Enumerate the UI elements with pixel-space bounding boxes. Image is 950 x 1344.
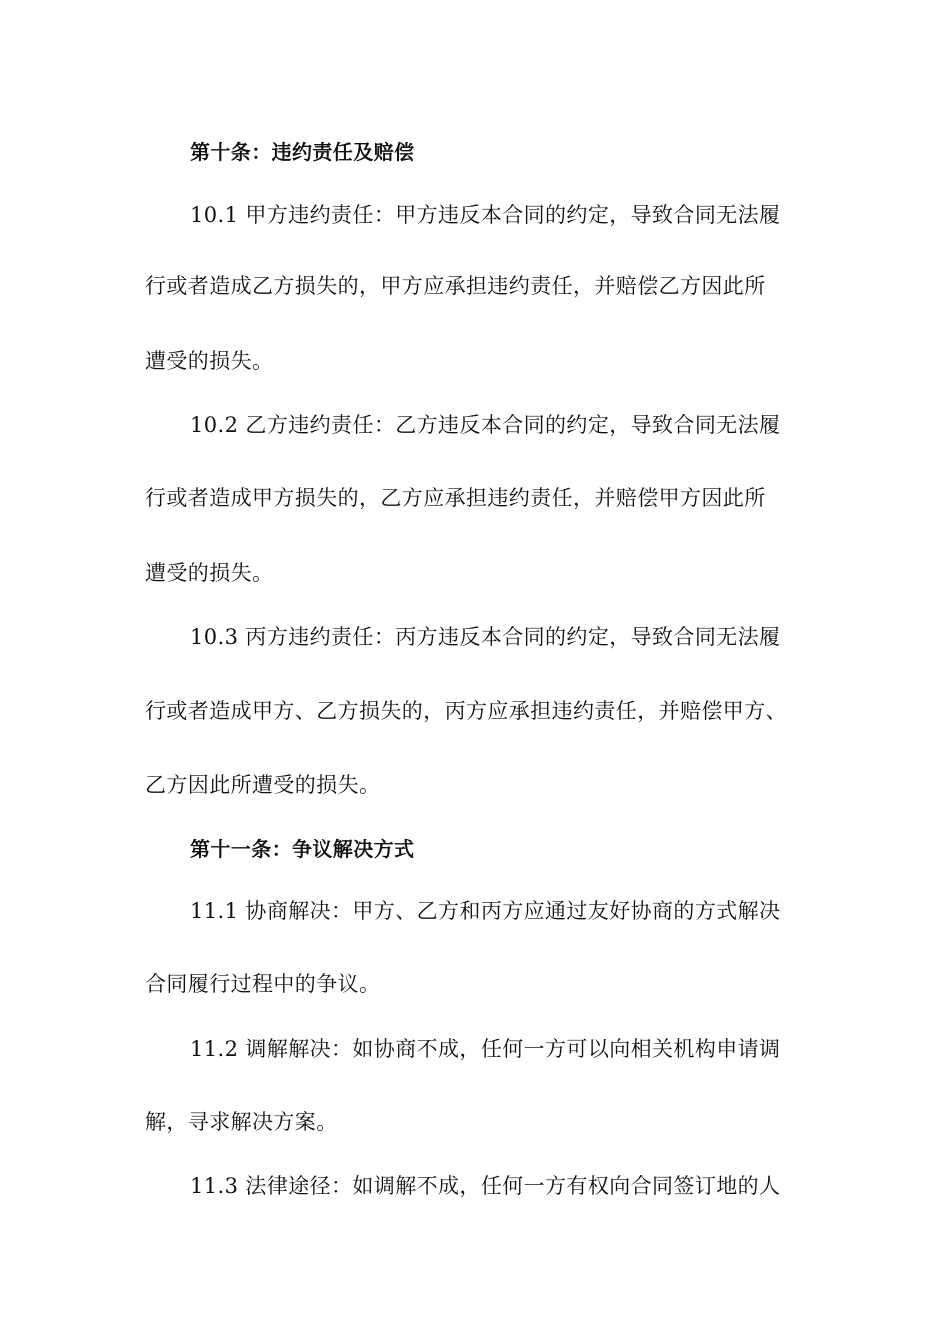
section-heading-10: 第十条：违约责任及赔偿 (190, 140, 415, 164)
clause-11-2-line-1: 11.2 调解解决：如协商不成，任何一方可以向相关机构申请调 (190, 1037, 781, 1061)
clause-10-2-line-1: 10.2 乙方违约责任：乙方违反本合同的约定，导致合同无法履 (190, 413, 781, 437)
clause-10-3-line-1: 10.3 丙方违约责任：丙方违反本合同的约定，导致合同无法履 (190, 625, 781, 649)
clause-10-3-line-2: 行或者造成甲方、乙方损失的，丙方应承担违约责任，并赔偿甲方、 (145, 699, 787, 723)
clause-11-2-line-2: 解，寻求解决方案。 (145, 1110, 338, 1134)
section-heading-11: 第十一条：争议解决方式 (190, 837, 415, 861)
clause-10-1-line-2: 行或者造成乙方损失的，甲方应承担违约责任，并赔偿乙方因此所 (145, 274, 766, 298)
clause-10-2-line-2: 行或者造成甲方损失的，乙方应承担违约责任，并赔偿甲方因此所 (145, 486, 766, 510)
clause-10-2-line-3: 遭受的损失。 (145, 561, 274, 585)
clause-10-3-line-3: 乙方因此所遭受的损失。 (145, 773, 381, 797)
clause-11-1-line-2: 合同履行过程中的争议。 (145, 972, 381, 996)
clause-11-3-line-1: 11.3 法律途径：如调解不成，任何一方有权向合同签订地的人 (190, 1174, 781, 1198)
clause-10-1-line-3: 遭受的损失。 (145, 349, 274, 373)
clause-10-1-line-1: 10.1 甲方违约责任：甲方违反本合同的约定，导致合同无法履 (190, 203, 781, 227)
clause-11-1-line-1: 11.1 协商解决：甲方、乙方和丙方应通过友好协商的方式解决 (190, 899, 781, 923)
